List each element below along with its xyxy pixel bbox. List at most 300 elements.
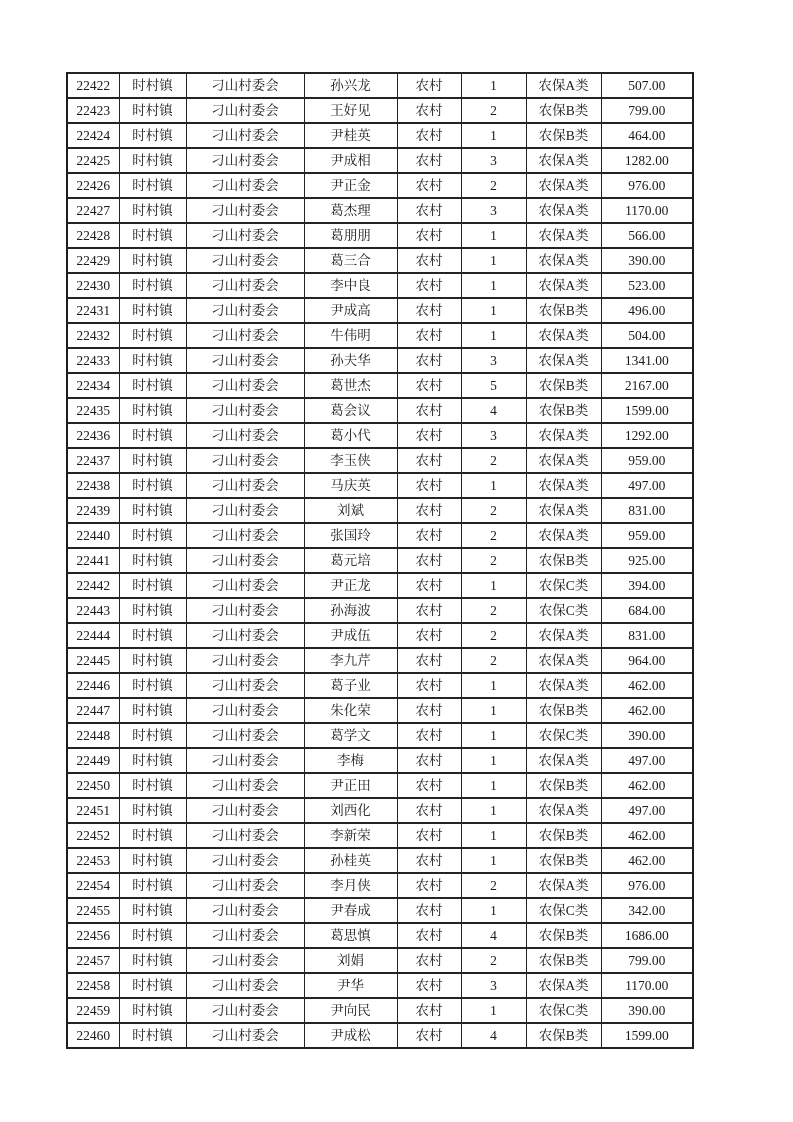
cell-village-committee: 刁山村委会 bbox=[186, 73, 304, 98]
cell-residence-type: 农村 bbox=[397, 223, 461, 248]
table-row bbox=[67, 523, 693, 548]
cell-village-committee: 刁山村委会 bbox=[186, 598, 304, 623]
cell-town: 时村镇 bbox=[119, 123, 186, 148]
cell-record-id: 22447 bbox=[67, 698, 119, 723]
cell-amount: 799.00 bbox=[601, 98, 693, 123]
cell-person-count: 1 bbox=[461, 748, 526, 773]
cell-person-count: 1 bbox=[461, 798, 526, 823]
cell-person-count: 2 bbox=[461, 448, 526, 473]
cell-village-committee: 刁山村委会 bbox=[186, 773, 304, 798]
table-row bbox=[67, 598, 693, 623]
cell-village-committee: 刁山村委会 bbox=[186, 198, 304, 223]
cell-residence-type: 农村 bbox=[397, 1023, 461, 1048]
table-row bbox=[67, 723, 693, 748]
cell-record-id: 22423 bbox=[67, 98, 119, 123]
table-row bbox=[67, 1023, 693, 1048]
cell-amount: 462.00 bbox=[601, 673, 693, 698]
table-row bbox=[67, 923, 693, 948]
cell-residence-type: 农村 bbox=[397, 298, 461, 323]
cell-person-name: 李九芹 bbox=[304, 648, 397, 673]
cell-person-name: 葛子业 bbox=[304, 673, 397, 698]
cell-amount: 925.00 bbox=[601, 548, 693, 573]
cell-person-count: 2 bbox=[461, 598, 526, 623]
cell-record-id: 22445 bbox=[67, 648, 119, 673]
cell-record-id: 22441 bbox=[67, 548, 119, 573]
cell-amount: 959.00 bbox=[601, 523, 693, 548]
cell-person-count: 1 bbox=[461, 223, 526, 248]
cell-insurance-category: 农保A类 bbox=[526, 648, 601, 673]
cell-amount: 462.00 bbox=[601, 823, 693, 848]
cell-amount: 1170.00 bbox=[601, 198, 693, 223]
cell-amount: 566.00 bbox=[601, 223, 693, 248]
cell-village-committee: 刁山村委会 bbox=[186, 923, 304, 948]
cell-amount: 462.00 bbox=[601, 773, 693, 798]
cell-residence-type: 农村 bbox=[397, 373, 461, 398]
cell-record-id: 22428 bbox=[67, 223, 119, 248]
cell-insurance-category: 农保A类 bbox=[526, 423, 601, 448]
cell-person-name: 王好见 bbox=[304, 98, 397, 123]
cell-person-name: 尹成相 bbox=[304, 148, 397, 173]
cell-town: 时村镇 bbox=[119, 423, 186, 448]
cell-village-committee: 刁山村委会 bbox=[186, 548, 304, 573]
cell-person-count: 1 bbox=[461, 323, 526, 348]
cell-insurance-category: 农保A类 bbox=[526, 323, 601, 348]
cell-record-id: 22427 bbox=[67, 198, 119, 223]
table-row bbox=[67, 223, 693, 248]
cell-town: 时村镇 bbox=[119, 748, 186, 773]
cell-town: 时村镇 bbox=[119, 698, 186, 723]
cell-person-count: 3 bbox=[461, 198, 526, 223]
cell-town: 时村镇 bbox=[119, 298, 186, 323]
cell-village-committee: 刁山村委会 bbox=[186, 873, 304, 898]
cell-insurance-category: 农保A类 bbox=[526, 748, 601, 773]
cell-record-id: 22434 bbox=[67, 373, 119, 398]
cell-insurance-category: 农保A类 bbox=[526, 498, 601, 523]
cell-amount: 799.00 bbox=[601, 948, 693, 973]
cell-town: 时村镇 bbox=[119, 523, 186, 548]
cell-insurance-category: 农保A类 bbox=[526, 473, 601, 498]
cell-residence-type: 农村 bbox=[397, 973, 461, 998]
cell-residence-type: 农村 bbox=[397, 898, 461, 923]
cell-insurance-category: 农保B类 bbox=[526, 823, 601, 848]
table-row bbox=[67, 423, 693, 448]
table-row bbox=[67, 673, 693, 698]
cell-amount: 497.00 bbox=[601, 748, 693, 773]
cell-person-name: 尹正龙 bbox=[304, 573, 397, 598]
cell-village-committee: 刁山村委会 bbox=[186, 498, 304, 523]
cell-amount: 1292.00 bbox=[601, 423, 693, 448]
cell-person-count: 1 bbox=[461, 248, 526, 273]
table-row bbox=[67, 198, 693, 223]
cell-village-committee: 刁山村委会 bbox=[186, 998, 304, 1023]
cell-insurance-category: 农保B类 bbox=[526, 948, 601, 973]
cell-amount: 497.00 bbox=[601, 473, 693, 498]
cell-village-committee: 刁山村委会 bbox=[186, 523, 304, 548]
cell-village-committee: 刁山村委会 bbox=[186, 473, 304, 498]
cell-town: 时村镇 bbox=[119, 198, 186, 223]
cell-record-id: 22439 bbox=[67, 498, 119, 523]
cell-amount: 959.00 bbox=[601, 448, 693, 473]
cell-village-committee: 刁山村委会 bbox=[186, 748, 304, 773]
cell-person-count: 3 bbox=[461, 423, 526, 448]
cell-record-id: 22451 bbox=[67, 798, 119, 823]
cell-insurance-category: 农保A类 bbox=[526, 623, 601, 648]
cell-town: 时村镇 bbox=[119, 173, 186, 198]
cell-amount: 390.00 bbox=[601, 723, 693, 748]
cell-residence-type: 农村 bbox=[397, 673, 461, 698]
cell-insurance-category: 农保B类 bbox=[526, 123, 601, 148]
cell-amount: 976.00 bbox=[601, 873, 693, 898]
cell-village-committee: 刁山村委会 bbox=[186, 648, 304, 673]
table-row bbox=[67, 148, 693, 173]
cell-record-id: 22455 bbox=[67, 898, 119, 923]
cell-record-id: 22446 bbox=[67, 673, 119, 698]
table-row bbox=[67, 498, 693, 523]
insurance-roster-table bbox=[66, 72, 694, 1049]
cell-insurance-category: 农保C类 bbox=[526, 598, 601, 623]
cell-person-count: 1 bbox=[461, 998, 526, 1023]
cell-residence-type: 农村 bbox=[397, 948, 461, 973]
cell-record-id: 22450 bbox=[67, 773, 119, 798]
cell-person-count: 5 bbox=[461, 373, 526, 398]
cell-village-committee: 刁山村委会 bbox=[186, 848, 304, 873]
cell-amount: 523.00 bbox=[601, 273, 693, 298]
cell-village-committee: 刁山村委会 bbox=[186, 248, 304, 273]
cell-record-id: 22448 bbox=[67, 723, 119, 748]
cell-town: 时村镇 bbox=[119, 848, 186, 873]
cell-insurance-category: 农保B类 bbox=[526, 848, 601, 873]
cell-residence-type: 农村 bbox=[397, 923, 461, 948]
cell-record-id: 22458 bbox=[67, 973, 119, 998]
cell-town: 时村镇 bbox=[119, 448, 186, 473]
cell-person-count: 1 bbox=[461, 473, 526, 498]
cell-residence-type: 农村 bbox=[397, 598, 461, 623]
cell-person-name: 李梅 bbox=[304, 748, 397, 773]
cell-village-committee: 刁山村委会 bbox=[186, 123, 304, 148]
cell-town: 时村镇 bbox=[119, 898, 186, 923]
cell-town: 时村镇 bbox=[119, 723, 186, 748]
cell-residence-type: 农村 bbox=[397, 723, 461, 748]
cell-amount: 831.00 bbox=[601, 623, 693, 648]
cell-residence-type: 农村 bbox=[397, 473, 461, 498]
cell-insurance-category: 农保A类 bbox=[526, 873, 601, 898]
table-row bbox=[67, 173, 693, 198]
cell-record-id: 22449 bbox=[67, 748, 119, 773]
cell-person-name: 尹正田 bbox=[304, 773, 397, 798]
cell-record-id: 22433 bbox=[67, 348, 119, 373]
cell-residence-type: 农村 bbox=[397, 823, 461, 848]
cell-person-count: 1 bbox=[461, 673, 526, 698]
cell-record-id: 22443 bbox=[67, 598, 119, 623]
cell-village-committee: 刁山村委会 bbox=[186, 973, 304, 998]
cell-residence-type: 农村 bbox=[397, 773, 461, 798]
cell-residence-type: 农村 bbox=[397, 573, 461, 598]
cell-insurance-category: 农保C类 bbox=[526, 898, 601, 923]
cell-amount: 390.00 bbox=[601, 998, 693, 1023]
cell-person-name: 尹向民 bbox=[304, 998, 397, 1023]
cell-person-count: 4 bbox=[461, 923, 526, 948]
cell-residence-type: 农村 bbox=[397, 73, 461, 98]
cell-person-count: 1 bbox=[461, 573, 526, 598]
cell-person-name: 刘斌 bbox=[304, 498, 397, 523]
cell-person-name: 葛会议 bbox=[304, 398, 397, 423]
cell-person-name: 尹正金 bbox=[304, 173, 397, 198]
cell-person-name: 张国玲 bbox=[304, 523, 397, 548]
cell-insurance-category: 农保B类 bbox=[526, 773, 601, 798]
cell-town: 时村镇 bbox=[119, 398, 186, 423]
table-row bbox=[67, 948, 693, 973]
cell-amount: 394.00 bbox=[601, 573, 693, 598]
cell-residence-type: 农村 bbox=[397, 748, 461, 773]
cell-amount: 831.00 bbox=[601, 498, 693, 523]
table-row bbox=[67, 873, 693, 898]
cell-village-committee: 刁山村委会 bbox=[186, 148, 304, 173]
cell-amount: 507.00 bbox=[601, 73, 693, 98]
cell-town: 时村镇 bbox=[119, 273, 186, 298]
cell-person-count: 3 bbox=[461, 348, 526, 373]
cell-amount: 1282.00 bbox=[601, 148, 693, 173]
cell-amount: 2167.00 bbox=[601, 373, 693, 398]
cell-record-id: 22437 bbox=[67, 448, 119, 473]
cell-village-committee: 刁山村委会 bbox=[186, 623, 304, 648]
cell-person-count: 2 bbox=[461, 948, 526, 973]
cell-person-count: 2 bbox=[461, 648, 526, 673]
cell-amount: 464.00 bbox=[601, 123, 693, 148]
cell-village-committee: 刁山村委会 bbox=[186, 348, 304, 373]
cell-person-name: 葛杰理 bbox=[304, 198, 397, 223]
cell-village-committee: 刁山村委会 bbox=[186, 798, 304, 823]
cell-town: 时村镇 bbox=[119, 948, 186, 973]
table-row bbox=[67, 573, 693, 598]
cell-amount: 342.00 bbox=[601, 898, 693, 923]
cell-person-count: 2 bbox=[461, 98, 526, 123]
cell-town: 时村镇 bbox=[119, 323, 186, 348]
cell-record-id: 22436 bbox=[67, 423, 119, 448]
cell-village-committee: 刁山村委会 bbox=[186, 948, 304, 973]
cell-insurance-category: 农保A类 bbox=[526, 523, 601, 548]
table-row bbox=[67, 773, 693, 798]
cell-town: 时村镇 bbox=[119, 498, 186, 523]
cell-record-id: 22452 bbox=[67, 823, 119, 848]
cell-town: 时村镇 bbox=[119, 98, 186, 123]
cell-person-name: 葛朋朋 bbox=[304, 223, 397, 248]
table-row bbox=[67, 848, 693, 873]
cell-person-name: 尹桂英 bbox=[304, 123, 397, 148]
cell-amount: 964.00 bbox=[601, 648, 693, 673]
cell-village-committee: 刁山村委会 bbox=[186, 223, 304, 248]
cell-residence-type: 农村 bbox=[397, 348, 461, 373]
cell-insurance-category: 农保B类 bbox=[526, 923, 601, 948]
cell-town: 时村镇 bbox=[119, 973, 186, 998]
cell-village-committee: 刁山村委会 bbox=[186, 298, 304, 323]
cell-town: 时村镇 bbox=[119, 648, 186, 673]
cell-village-committee: 刁山村委会 bbox=[186, 698, 304, 723]
cell-village-committee: 刁山村委会 bbox=[186, 673, 304, 698]
table-row bbox=[67, 248, 693, 273]
cell-record-id: 22456 bbox=[67, 923, 119, 948]
cell-person-count: 2 bbox=[461, 523, 526, 548]
cell-village-committee: 刁山村委会 bbox=[186, 323, 304, 348]
cell-town: 时村镇 bbox=[119, 823, 186, 848]
cell-town: 时村镇 bbox=[119, 73, 186, 98]
cell-insurance-category: 农保A类 bbox=[526, 348, 601, 373]
cell-residence-type: 农村 bbox=[397, 998, 461, 1023]
cell-insurance-category: 农保A类 bbox=[526, 198, 601, 223]
cell-residence-type: 农村 bbox=[397, 148, 461, 173]
cell-residence-type: 农村 bbox=[397, 98, 461, 123]
table-row bbox=[67, 448, 693, 473]
cell-person-name: 牛伟明 bbox=[304, 323, 397, 348]
cell-person-count: 1 bbox=[461, 698, 526, 723]
cell-record-id: 22460 bbox=[67, 1023, 119, 1048]
cell-residence-type: 农村 bbox=[397, 398, 461, 423]
cell-insurance-category: 农保A类 bbox=[526, 73, 601, 98]
cell-residence-type: 农村 bbox=[397, 548, 461, 573]
table-row bbox=[67, 298, 693, 323]
cell-town: 时村镇 bbox=[119, 598, 186, 623]
cell-amount: 976.00 bbox=[601, 173, 693, 198]
cell-person-count: 1 bbox=[461, 848, 526, 873]
cell-record-id: 22453 bbox=[67, 848, 119, 873]
table-row bbox=[67, 398, 693, 423]
cell-town: 时村镇 bbox=[119, 148, 186, 173]
cell-person-count: 4 bbox=[461, 1023, 526, 1048]
cell-amount: 390.00 bbox=[601, 248, 693, 273]
table-row bbox=[67, 898, 693, 923]
cell-town: 时村镇 bbox=[119, 573, 186, 598]
table-row bbox=[67, 373, 693, 398]
cell-residence-type: 农村 bbox=[397, 273, 461, 298]
table-row bbox=[67, 73, 693, 98]
cell-amount: 1599.00 bbox=[601, 398, 693, 423]
cell-person-count: 1 bbox=[461, 73, 526, 98]
cell-person-count: 1 bbox=[461, 823, 526, 848]
cell-village-committee: 刁山村委会 bbox=[186, 423, 304, 448]
cell-amount: 684.00 bbox=[601, 598, 693, 623]
cell-person-name: 孙海波 bbox=[304, 598, 397, 623]
cell-insurance-category: 农保A类 bbox=[526, 248, 601, 273]
cell-person-name: 尹成高 bbox=[304, 298, 397, 323]
cell-amount: 462.00 bbox=[601, 698, 693, 723]
cell-town: 时村镇 bbox=[119, 223, 186, 248]
table-row bbox=[67, 98, 693, 123]
table-row bbox=[67, 998, 693, 1023]
cell-record-id: 22424 bbox=[67, 123, 119, 148]
cell-insurance-category: 农保B类 bbox=[526, 298, 601, 323]
table-row bbox=[67, 548, 693, 573]
cell-town: 时村镇 bbox=[119, 798, 186, 823]
cell-residence-type: 农村 bbox=[397, 798, 461, 823]
cell-person-count: 2 bbox=[461, 623, 526, 648]
cell-town: 时村镇 bbox=[119, 473, 186, 498]
cell-record-id: 22454 bbox=[67, 873, 119, 898]
cell-person-name: 孙夫华 bbox=[304, 348, 397, 373]
table-row bbox=[67, 123, 693, 148]
table-row bbox=[67, 798, 693, 823]
cell-town: 时村镇 bbox=[119, 1023, 186, 1048]
cell-record-id: 22425 bbox=[67, 148, 119, 173]
cell-person-name: 葛元培 bbox=[304, 548, 397, 573]
cell-amount: 462.00 bbox=[601, 848, 693, 873]
cell-record-id: 22438 bbox=[67, 473, 119, 498]
cell-person-name: 葛三合 bbox=[304, 248, 397, 273]
table-row bbox=[67, 648, 693, 673]
cell-person-name: 尹春成 bbox=[304, 898, 397, 923]
cell-record-id: 22429 bbox=[67, 248, 119, 273]
table-body bbox=[67, 73, 693, 1048]
cell-record-id: 22457 bbox=[67, 948, 119, 973]
cell-village-committee: 刁山村委会 bbox=[186, 1023, 304, 1048]
cell-town: 时村镇 bbox=[119, 248, 186, 273]
cell-person-name: 葛学文 bbox=[304, 723, 397, 748]
cell-person-name: 孙桂英 bbox=[304, 848, 397, 873]
cell-residence-type: 农村 bbox=[397, 173, 461, 198]
cell-person-count: 1 bbox=[461, 273, 526, 298]
cell-village-committee: 刁山村委会 bbox=[186, 398, 304, 423]
table-row bbox=[67, 698, 693, 723]
cell-person-count: 2 bbox=[461, 873, 526, 898]
cell-residence-type: 农村 bbox=[397, 523, 461, 548]
cell-insurance-category: 农保A类 bbox=[526, 148, 601, 173]
cell-insurance-category: 农保B类 bbox=[526, 398, 601, 423]
cell-person-count: 3 bbox=[461, 973, 526, 998]
cell-town: 时村镇 bbox=[119, 623, 186, 648]
cell-person-name: 葛小代 bbox=[304, 423, 397, 448]
table-row bbox=[67, 973, 693, 998]
table-row bbox=[67, 323, 693, 348]
cell-insurance-category: 农保B类 bbox=[526, 698, 601, 723]
cell-person-count: 1 bbox=[461, 298, 526, 323]
cell-person-name: 刘娟 bbox=[304, 948, 397, 973]
cell-insurance-category: 农保C类 bbox=[526, 573, 601, 598]
cell-insurance-category: 农保A类 bbox=[526, 173, 601, 198]
cell-person-count: 2 bbox=[461, 173, 526, 198]
table-row bbox=[67, 273, 693, 298]
cell-residence-type: 农村 bbox=[397, 848, 461, 873]
cell-amount: 504.00 bbox=[601, 323, 693, 348]
cell-village-committee: 刁山村委会 bbox=[186, 573, 304, 598]
cell-town: 时村镇 bbox=[119, 873, 186, 898]
cell-residence-type: 农村 bbox=[397, 698, 461, 723]
cell-town: 时村镇 bbox=[119, 998, 186, 1023]
cell-insurance-category: 农保B类 bbox=[526, 548, 601, 573]
cell-amount: 1341.00 bbox=[601, 348, 693, 373]
cell-record-id: 22440 bbox=[67, 523, 119, 548]
cell-person-count: 1 bbox=[461, 123, 526, 148]
cell-insurance-category: 农保A类 bbox=[526, 973, 601, 998]
table-row bbox=[67, 348, 693, 373]
cell-amount: 1686.00 bbox=[601, 923, 693, 948]
cell-record-id: 22442 bbox=[67, 573, 119, 598]
cell-insurance-category: 农保A类 bbox=[526, 448, 601, 473]
cell-person-count: 1 bbox=[461, 898, 526, 923]
cell-insurance-category: 农保A类 bbox=[526, 673, 601, 698]
cell-village-committee: 刁山村委会 bbox=[186, 373, 304, 398]
cell-person-count: 1 bbox=[461, 723, 526, 748]
cell-record-id: 22430 bbox=[67, 273, 119, 298]
table-row bbox=[67, 623, 693, 648]
cell-village-committee: 刁山村委会 bbox=[186, 273, 304, 298]
cell-town: 时村镇 bbox=[119, 348, 186, 373]
cell-insurance-category: 农保A类 bbox=[526, 798, 601, 823]
cell-residence-type: 农村 bbox=[397, 623, 461, 648]
cell-insurance-category: 农保C类 bbox=[526, 998, 601, 1023]
cell-person-name: 李玉侠 bbox=[304, 448, 397, 473]
cell-record-id: 22435 bbox=[67, 398, 119, 423]
cell-insurance-category: 农保B类 bbox=[526, 373, 601, 398]
cell-person-name: 李月侠 bbox=[304, 873, 397, 898]
cell-residence-type: 农村 bbox=[397, 198, 461, 223]
